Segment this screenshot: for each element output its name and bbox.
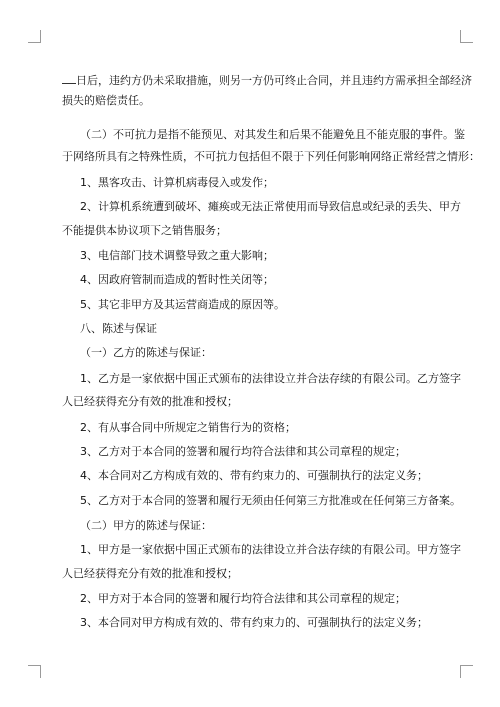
list-item: 4、因政府管制而造成的暂时性关闭等； <box>80 273 274 286</box>
section-heading: 八、陈述与保证 <box>80 322 157 335</box>
list-item: 2、有从事合同中所规定之销售行为的资格； <box>80 421 296 434</box>
list-item: 2、甲方对于本合同的签署和履行均符合法律和其公司章程的规定； <box>80 592 406 605</box>
paragraph-line: 损失的赔偿责任。 <box>62 94 150 107</box>
list-item: 1、甲方是一家依据中国正式颁布的法律设立并合法存续的有限公司。甲方签字 <box>80 543 461 556</box>
crop-mark-bottom-right <box>460 665 473 678</box>
list-item: 3、乙方对于本合同的签署和履行均符合法律和其公司章程的规定； <box>80 445 406 458</box>
blank-underline <box>62 73 76 84</box>
paragraph-line: 人已经获得充分有效的批准和授权； <box>62 395 238 408</box>
list-item: 5、其它非甲方及其运营商造成的原因等。 <box>80 298 285 311</box>
list-item: 5、乙方对于本合同的签署和履行无须由任何第三方批准或在任何第三方备案。 <box>80 494 461 507</box>
list-item: 3、电信部门技术调整导致之重大影响； <box>80 249 274 262</box>
crop-mark-top-left <box>28 30 41 43</box>
crop-mark-bottom-left <box>28 665 41 678</box>
subsection-heading: （二）甲方的陈述与保证： <box>80 519 212 532</box>
paragraph-line: 于网络所具有之特殊性质，不可抗力包括但不限于下列任何影响网络正常经营之情形： <box>62 150 480 163</box>
paragraph-line: 日后，违约方仍未采取措施，则另一方仍可终止合同，并且违约方需承担全部经济 <box>62 73 472 89</box>
list-item: 1、乙方是一家依据中国正式颁布的法律设立并合法存续的有限公司。乙方签字 <box>80 372 461 385</box>
list-item: 4、本合同对乙方构成有效的、带有约束力的、可强制执行的法定义务； <box>80 469 428 482</box>
list-item: 2、计算机系统遭到破坏、瘫痪或无法正常使用而导致信息或纪录的丢失、甲方 <box>80 200 461 213</box>
paragraph-line: （二）不可抗力是指不能预见、对其发生和后果不能避免且不能克服的事件。鉴 <box>80 128 465 141</box>
crop-mark-top-right <box>460 30 473 43</box>
paragraph-line: 人已经获得充分有效的批准和授权； <box>62 567 238 580</box>
paragraph-line: 不能提供本协议项下之销售服务； <box>62 224 227 237</box>
list-item: 3、本合同对甲方构成有效的、带有约束力的、可强制执行的法定义务； <box>80 616 428 629</box>
list-item: 1、黑客攻击、计算机病毒侵入或发作； <box>80 176 274 189</box>
subsection-heading: （一）乙方的陈述与保证： <box>80 346 212 359</box>
